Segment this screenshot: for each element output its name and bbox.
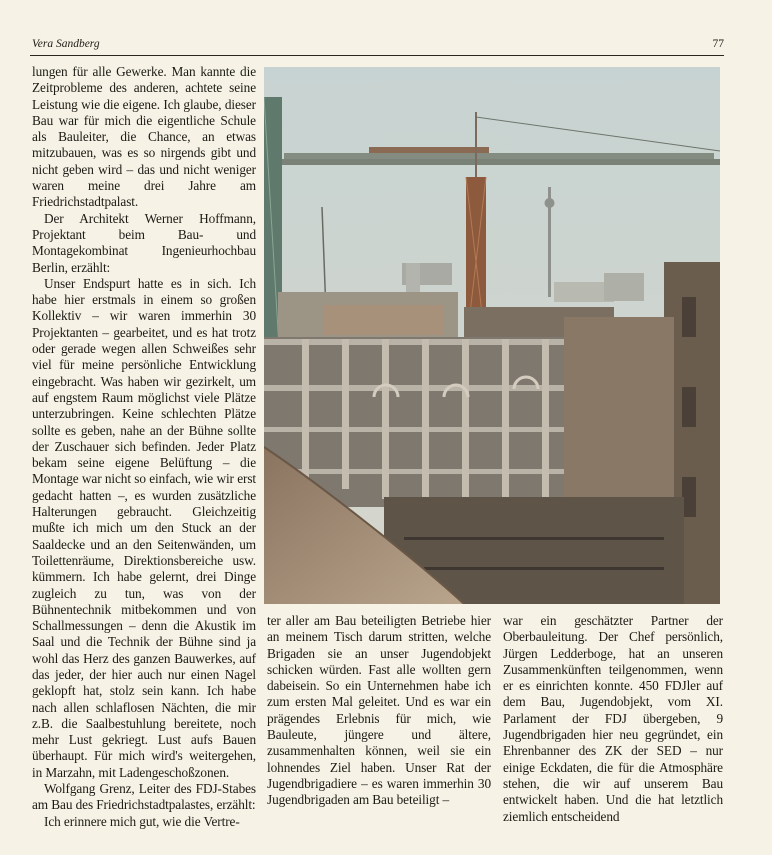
running-header-author: Vera Sandberg <box>32 38 100 50</box>
construction-site-photo <box>264 67 720 604</box>
page-number: 77 <box>712 38 724 50</box>
paragraph: ter aller am Bau beteiligten Betriebe hier an meinem Tisch darum stritten, welche Brigaden sie an unser Jugendobjekt schicken würden. Fast alle wollten gern dabeisein. So ein Unternehmen habe ich zum ersten Mal geleitet. Und es war ein prägendes Erlebnis für mich, wie Bauleute, jüngere und ältere, zusammenhalten können, weil sie ein lohnendes Ziel haben. Unser Rat der Jugendbrigadiere – es waren immerhin 30 Jugendbrigaden am Bau beteiligt – <box>267 613 491 808</box>
paragraph: Unser Endspurt hatte es in sich. Ich habe hier erstmals in einem so großen Kollektiv – wir waren immerhin 30 Projektanten – gearbeitet, und es hat trotz oder gerade wegen allen Schweißes sehr viel für meine persönliche Entwicklung eingebracht. Was haben wir gezirkelt, um auf engstem Raum möglichst viele Plätze unterzubringen. Keine schlechten Plätze sollte es geben, nahe an der Bühne sollte der Zuschauer sich befinden. Jeder Platz bekam seine eigene Belüftung – die Montage war nicht so einfach, wie wir erst gedacht hatten –, es wurden zusätzliche Halterungen gebraucht. Gleichzeitig mußte ich mich um den Stuck an der Saaldecke und an den Seitenwänden, um Toilettenräume, Direktionsbereiche usw. kümmern. Ich habe gelernt, drei Dinge zugleich zu tun, was von der Bühnentechnik mitbekommen und von Schallmessungen – denn die Akustik im Saal und die Technik der Bühne sind ja wohl das Herz des ganzen Bauwerkes, auf das jeder, der hier auch nur einen Nagel geklopft hat, stolz sein kann. Ich habe nach allen schlaflosen Nächten, die mir z.B. die Saalbestuhlung bereitete, noch mehr Lust gekriegt. Lust aufs Bauen überhaupt. Für mich wird's weitergehen, in Marzahn, mit Ladengeschoßzonen. <box>32 275 256 780</box>
running-header <box>30 34 724 54</box>
paragraph: war ein geschätzter Partner der Oberbauleitung. Der Chef persönlich, Jürgen Ledderboge, hat an unseren Zusammenkünften teilgenommen, wenn er es einrichten konnte. 450 FDJler auf dem Bau, Jugendobjekt, vom XI. Parlament der FDJ übergeben, 9 Jugendbrigaden hier neu gegründet, ein Ehrenbanner des ZK der SED – nur einige Eckdaten, die für die Atmosphäre stehen, die wir auf unserem Bau entwickelt haben. Und die hat letztlich ziemlich entscheidend <box>503 613 723 824</box>
paragraph: lungen für alle Gewerke. Man kannte die Zeitprobleme des anderen, achtete seine Leistung wie die eigene. Ich glaube, dieser Bau war für mich die eigentliche Schule als Bauleiter, die Chance, an etwas mitzubauen, was es so nirgends gibt und nicht geben wird – das und nicht weniger waren meine drei Jahre am Friedrichstadtpalast. <box>32 64 256 210</box>
paragraph: Ich erinnere mich gut, wie die Vertre- <box>44 813 240 829</box>
text-column-1 <box>32 64 256 830</box>
paragraph: Der Architekt Werner Hoffmann, Projektant beim Bau- und Montagekombinat Ingenieurhochbau Berlin, erzählt: <box>32 210 256 275</box>
paragraph: Wolfgang Grenz, Leiter des FDJ-Stabes am Bau des Friedrichstadtpalastes, erzählt: <box>32 781 256 813</box>
text-column-2 <box>267 613 491 809</box>
header-rule <box>30 55 724 56</box>
text-column-3 <box>503 613 723 825</box>
